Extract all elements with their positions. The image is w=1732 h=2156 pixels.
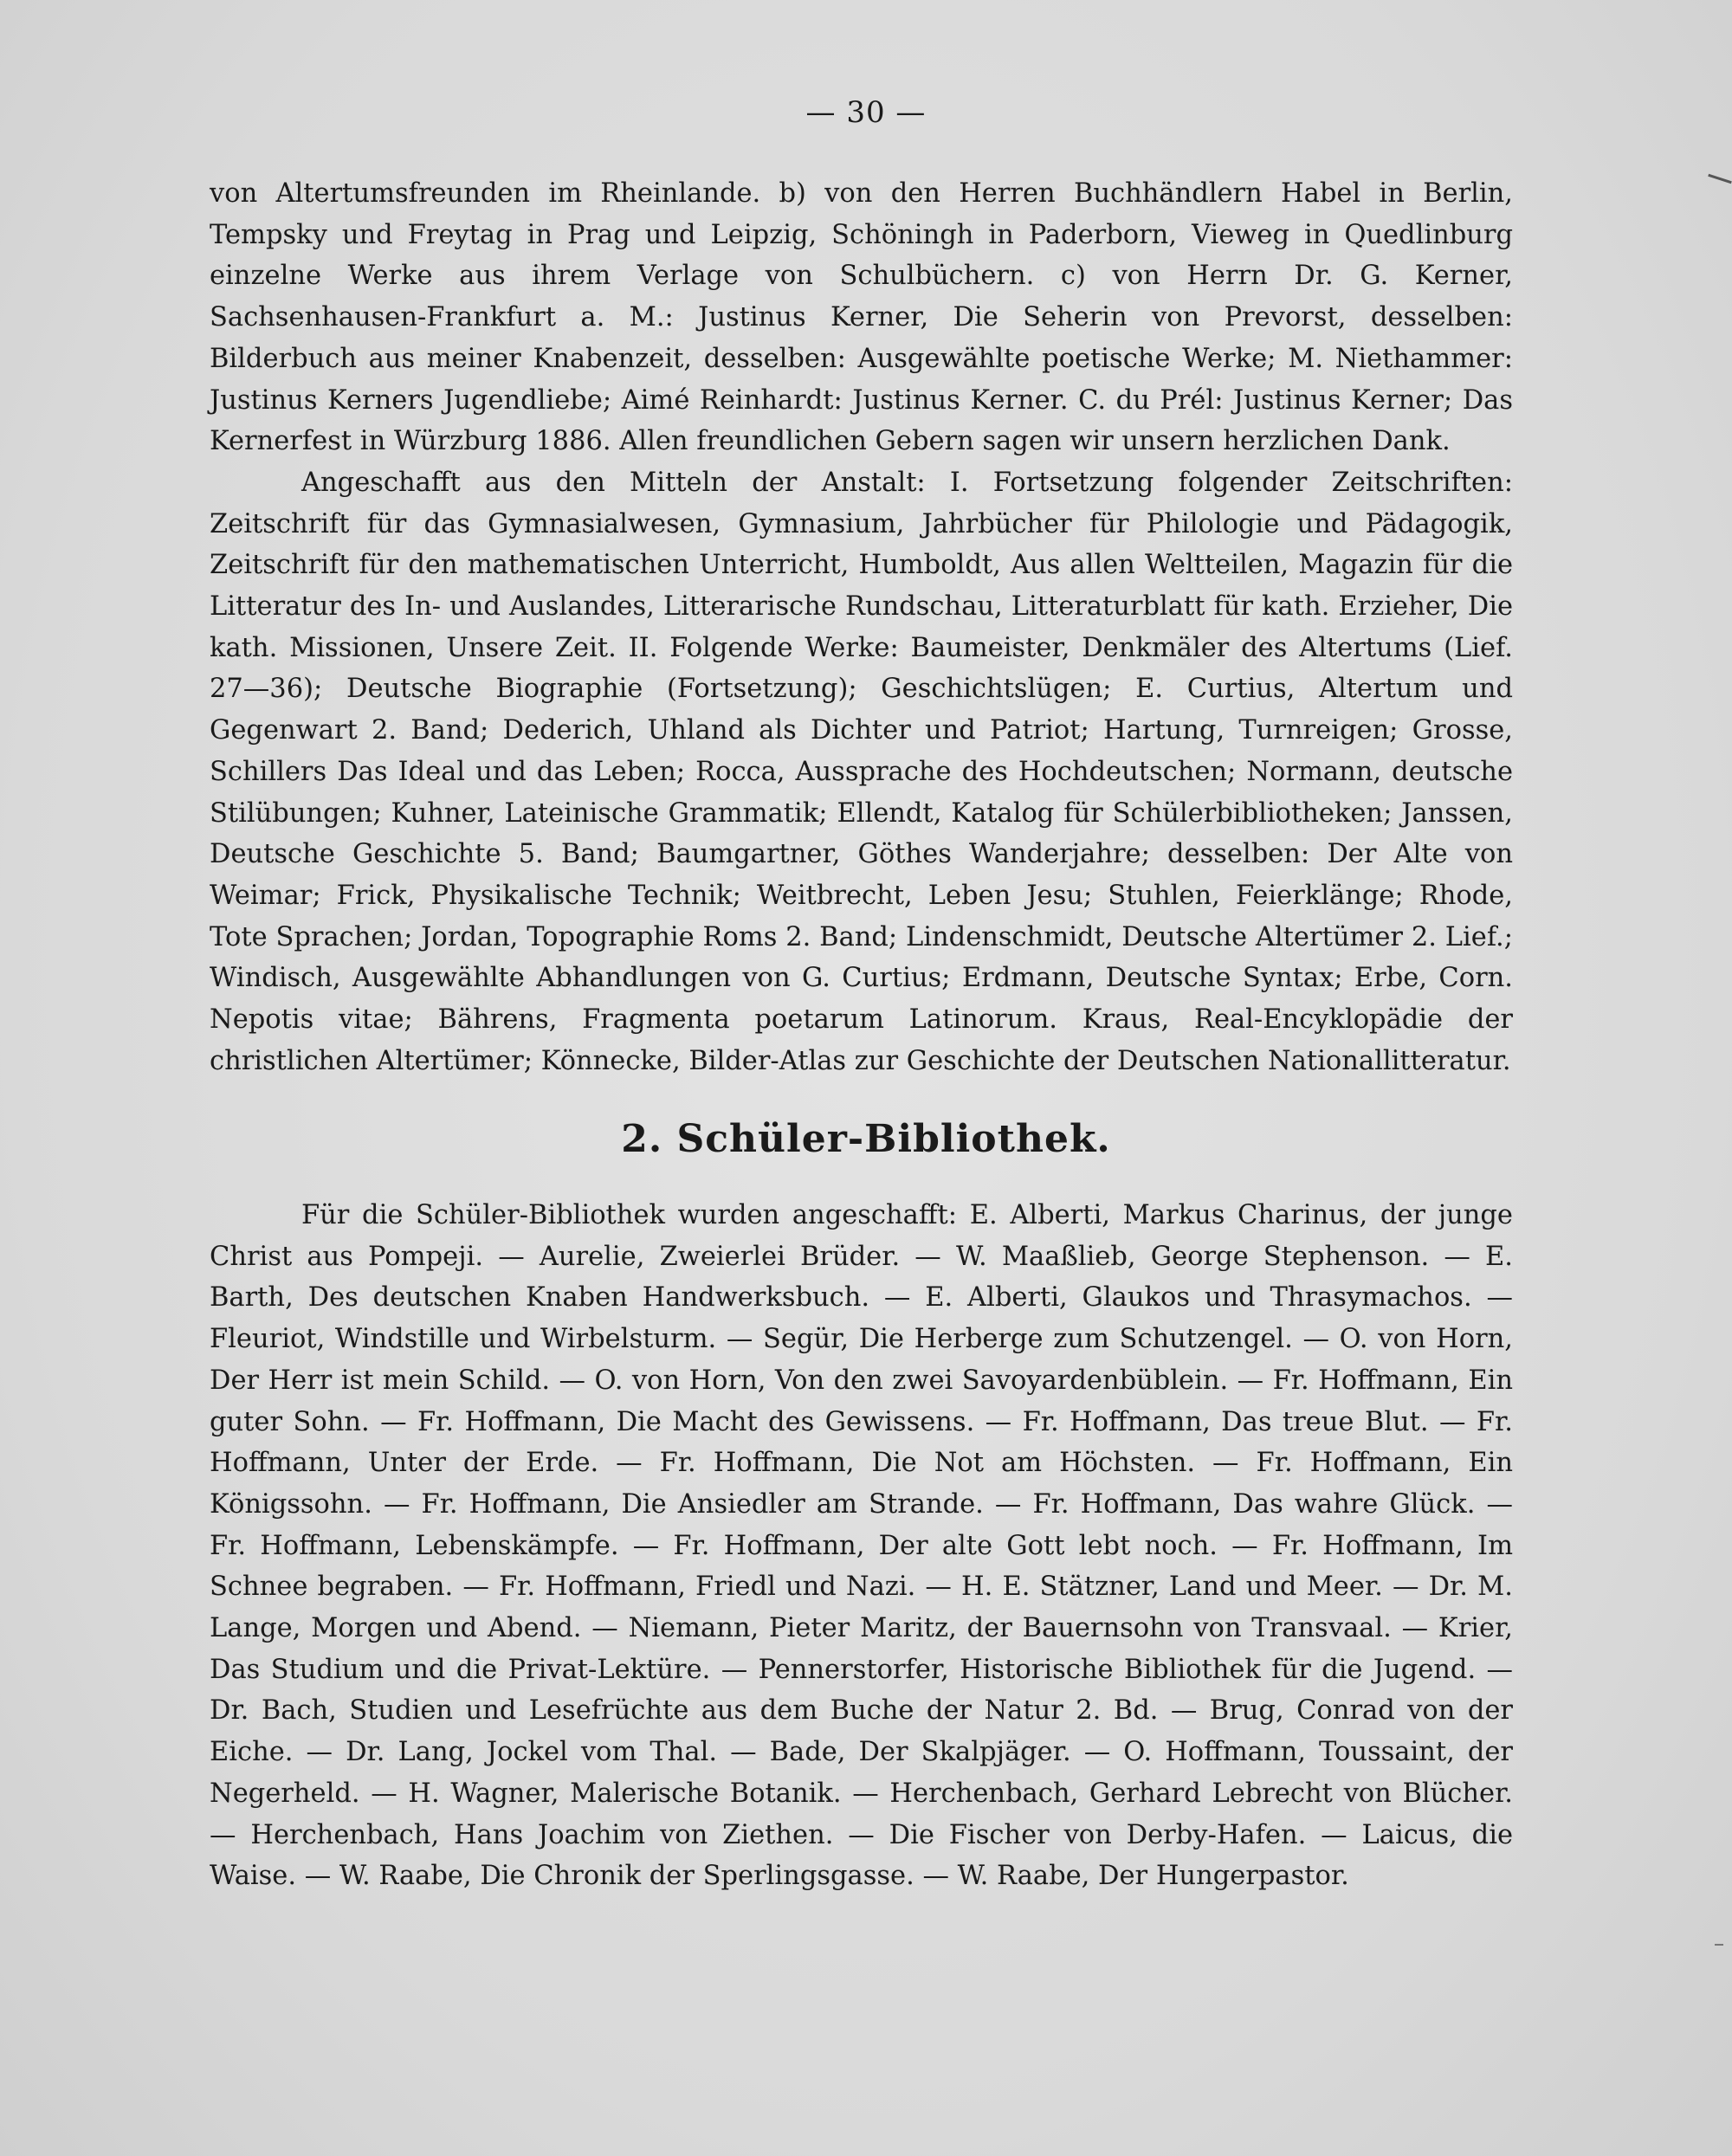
purchases-paragraph: Angeschafft aus den Mitteln der Anstalt: I. Fortsetzung folgender Zeitschriften: Zeitschrift für das Gymnasialwesen, Gymnasium, Jahrbücher für Philologie und Pädagogik, Zeitschrift für den mathematischen Unterricht, Humboldt, Aus allen Weltteilen, Magazin für die Litteratur des In- und Auslandes, Litterarische Rundschau, Litteraturblatt für kath. Erzieher, Die kath. Missionen, Unsere Zeit. II. Folgende Werke: Baumeister, Denkmäler des Altertums (Lief. 27—36); Deutsche Biographie (Fortsetzung); Geschichtslügen; E. Curtius, Altertum und Gegenwart 2. Band; Dederich, Uhland als Dichter und Patriot; Hartung, Turnreigen; Grosse, Schillers Das Ideal und das Leben; Rocca, Aussprache des Hochdeutschen; Normann, deutsche Stilübungen; Kuhner, Lateinische Grammatik; Ellendt, Katalog für Schülerbibliotheken; Janssen, Deutsche Geschichte 5. Band; Baumgartner, Göthes Wanderjahre; desselben: Der Alte von Weimar; Frick, Physikalische Technik; Weitbrecht, Leben Jesu; Stuhlen, Feierklänge; Rhode, Tote Sprachen; Jordan, Topographie Roms 2. Band; Lindenschmidt, Deutsche Altertümer 2. Lief.; Windisch, Ausgewählte Abhandlungen von G. Curtius; Erdmann, Deutsche Syntax; Erbe, Corn. Nepotis vitae; Bährens, Fragmenta poetarum Latinorum. Kraus, Real-Encyklopädie der christlichen Altertümer; Könnecke, Bilder-Atlas zur Geschichte der Deutschen Nationallitteratur.	[210, 467, 1513, 1076]
student-library-paragraph: Für die Schüler-Bibliothek wurden angeschafft: E. Alberti, Markus Charinus, der junge Christ aus Pompeji. — Aurelie, Zweierlei Brüder. — W. Maaßlieb, George Stephenson. — E. Barth, Des deutschen Knaben Handwerksbuch. — E. Alberti, Glaukos und Thrasymachos. — Fleuriot, Windstille und Wirbelsturm. — Segür, Die Herberge zum Schutzengel. — O. von Horn, Der Herr ist mein Schild. — O. von Horn, Von den zwei Savoyardenbüblein. — Fr. Hoffmann, Ein guter Sohn. — Fr. Hoffmann, Die Macht des Gewissens. — Fr. Hoffmann, Das treue Blut. — Fr. Hoffmann, Unter der Erde. — Fr. Hoffmann, Die Not am Höchsten. — Fr. Hoffmann, Ein Königssohn. — Fr. Hoffmann, Die Ansiedler am Strande. — Fr. Hoffmann, Das wahre Glück. — Fr. Hoffmann, Lebenskämpfe. — Fr. Hoffmann, Der alte Gott lebt noch. — Fr. Hoffmann, Im Schnee begraben. — Fr. Hoffmann, Friedl und Nazi. — H. E. Stätzner, Land und Meer. — Dr. M. Lange, Morgen und Abend. — Niemann, Pieter Maritz, der Bauernsohn von Transvaal. — Krier, Das Studium und die Privat-Lektüre. — Pennerstorfer, Historische Bibliothek für die Jugend. — Dr. Bach, Studien und Lesefrüchte aus dem Buche der Natur 2. Bd. — Brug, Conrad von der Eiche. — Dr. Lang, Jockel vom Thal. — Bade, Der Skalpjäger. — O. Hoffmann, Toussaint, der Negerheld. — H. Wagner, Malerische Botanik. — Herchenbach, Gerhard Lebrecht von Blücher. — Herchenbach, Hans Joachim von Ziethen. — Die Fischer von Derby-Hafen. — Laicus, die Waise. — W. Raabe, Die Chronik der Sperlingsgasse. — W. Raabe, Der Hungerpastor.	[210, 1200, 1513, 1892]
page-edge-speck	[1715, 1944, 1723, 1946]
student-library-text	[210, 1195, 1513, 1897]
section-heading: 2. Schüler-Bibliothek.	[621, 1117, 1111, 1161]
page-number: — 30 —	[805, 95, 927, 130]
donations-paragraph: von Altertumsfreunden im Rheinlande. b) von den Herren Buchhändlern Habel in Berlin, Tempsky und Freytag in Prag und Leipzig, Schöningh in Paderborn, Vieweg in Quedlinburg einzelne Werke aus ihrem Verlage von Schulbüchern. c) von Herrn Dr. G. Kerner, Sachsenhausen-Frankfurt a. M.: Justinus Kerner, Die Seherin von Prevorst, desselben: Bilderbuch aus meiner Knabenzeit, desselben: Ausgewählte poetische Werke; M. Niethammer: Justinus Kerners Jugendliebe; Aimé Reinhardt: Justinus Kerner. C. du Prél: Justinus Kerner; Das Kernerfest in Würzburg 1886. Allen freundlichen Gebern sagen wir unsern herzlichen Dank.	[210, 178, 1513, 457]
library-acquisitions-text	[210, 173, 1513, 1081]
page-edge-mark	[1708, 174, 1732, 184]
